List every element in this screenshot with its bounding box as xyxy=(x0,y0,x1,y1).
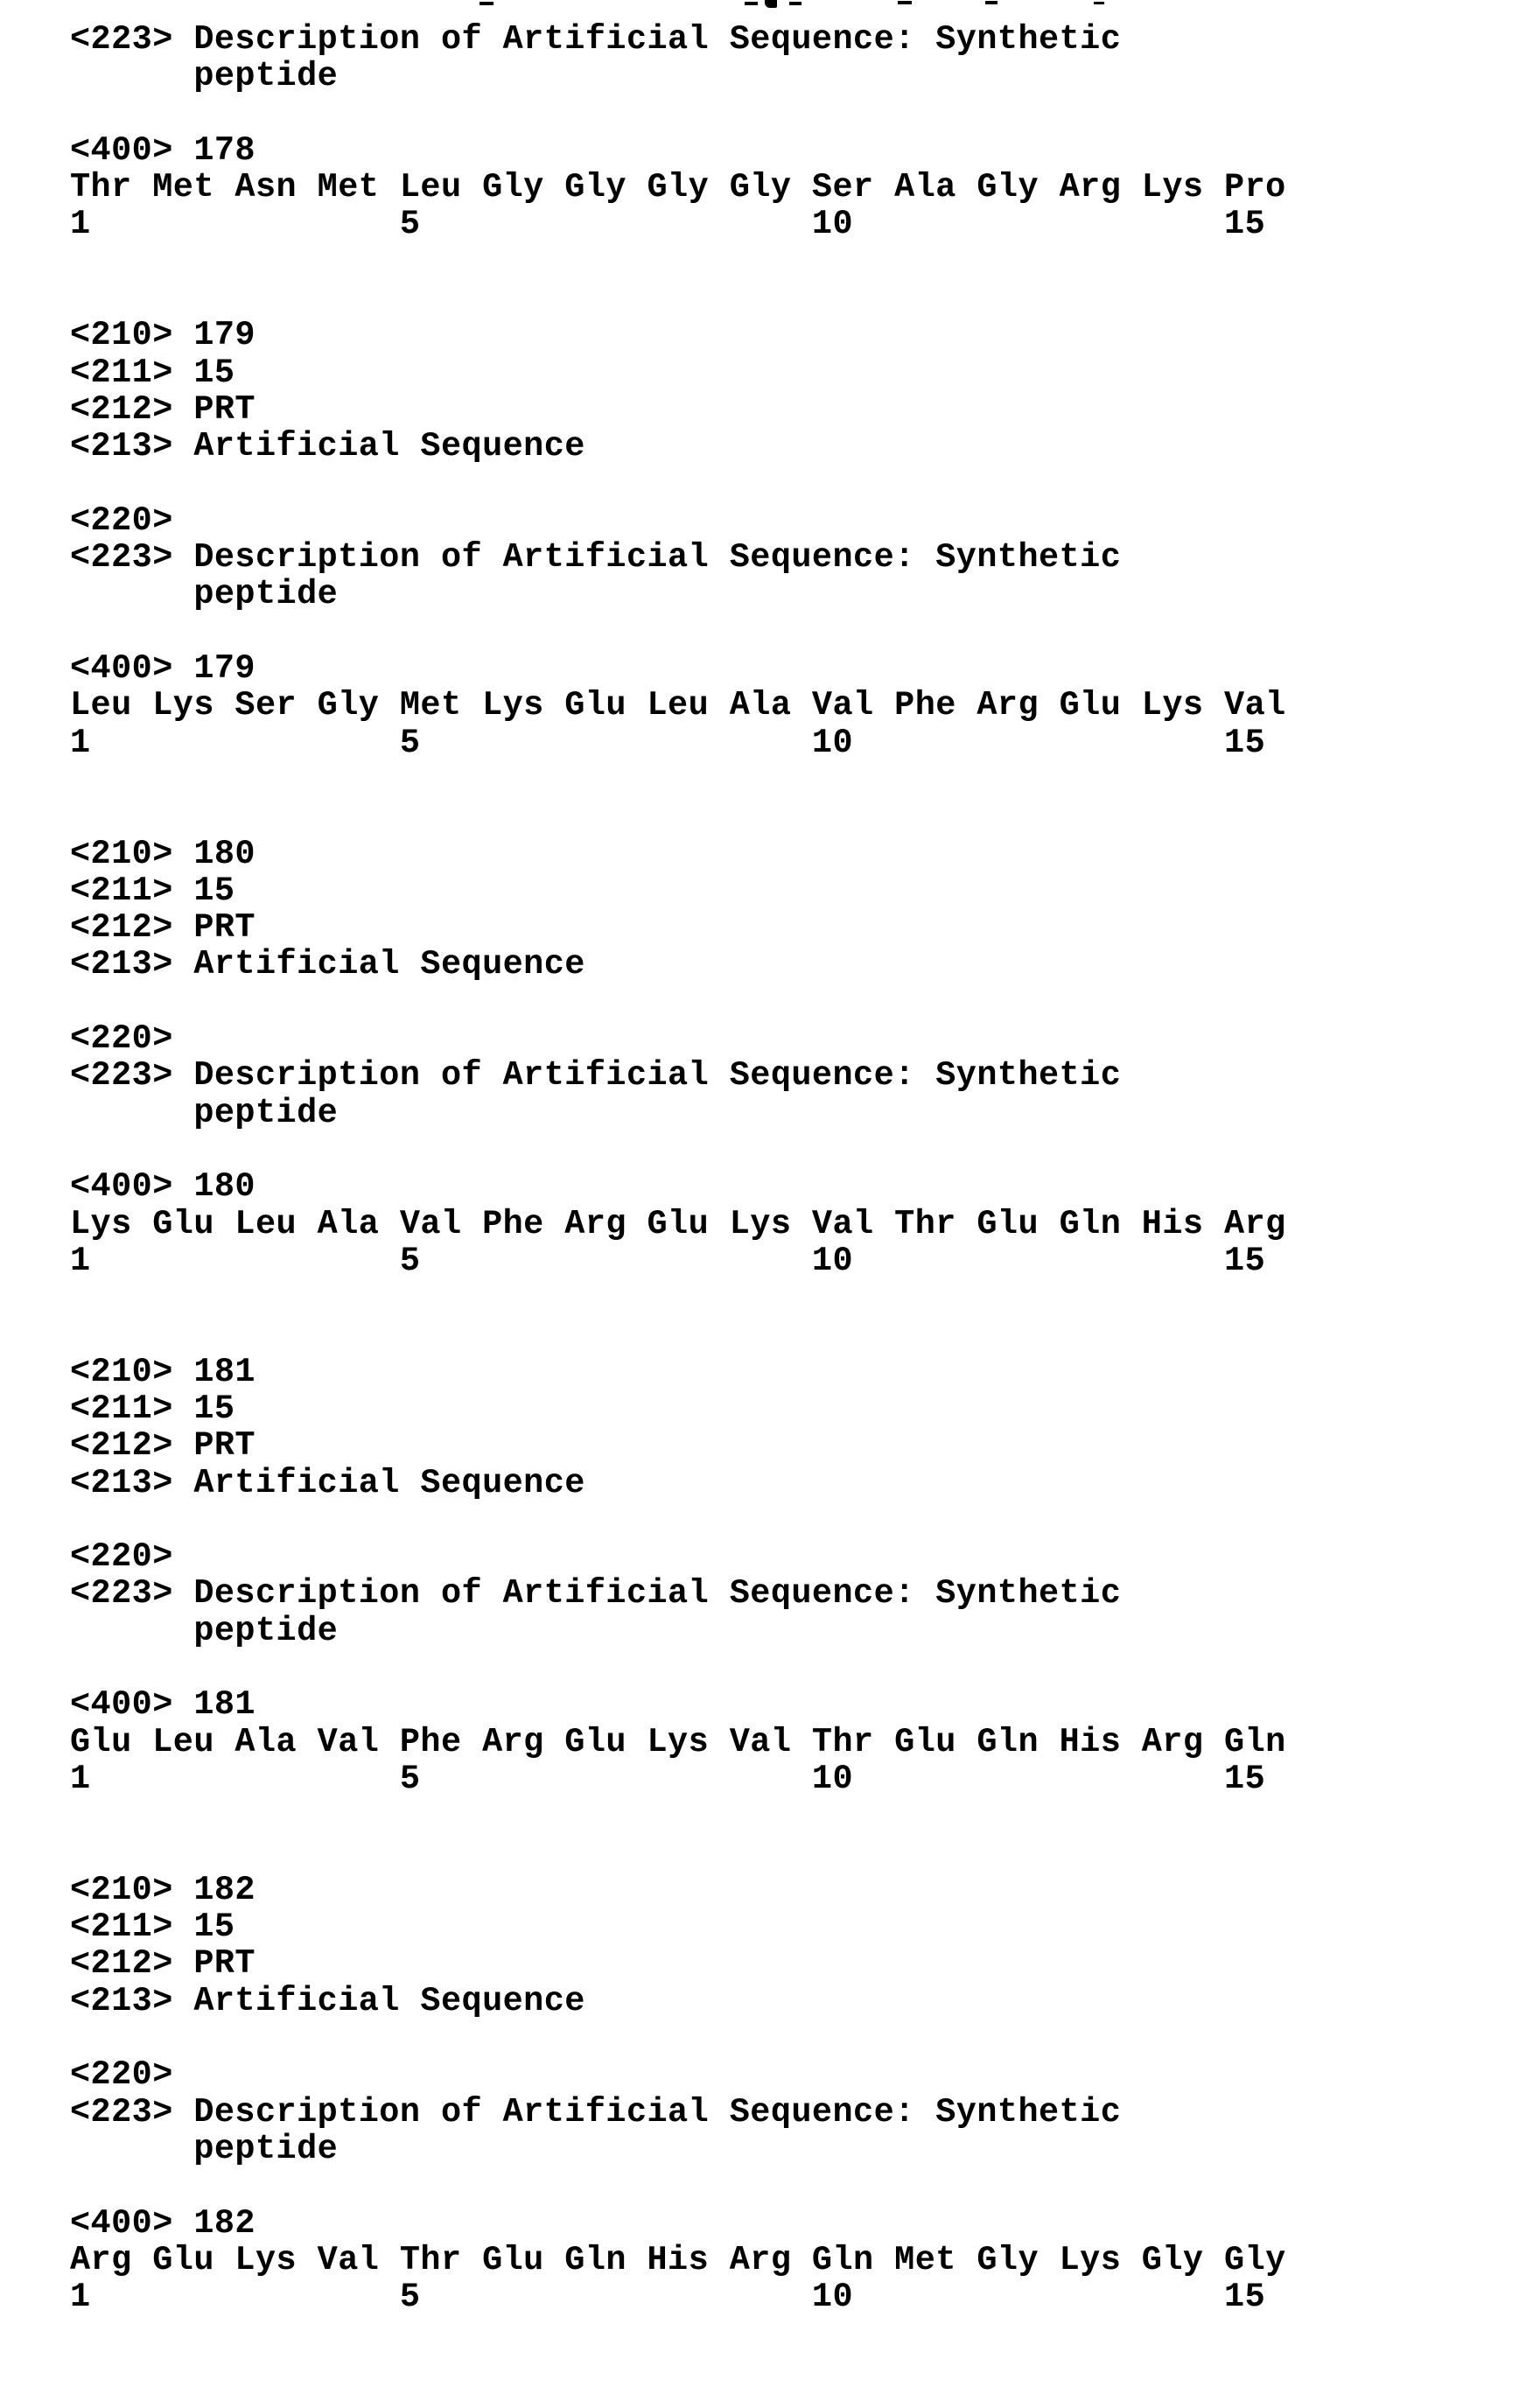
tag-213-line: <213> Artificial Sequence xyxy=(70,945,585,984)
tag-223-line: <223> Description of Artificial Sequence: Synthetic xyxy=(70,1056,1122,1096)
blank-line xyxy=(70,243,1286,280)
tag-223-line: <223> Description of Artificial Sequence: Synthetic xyxy=(70,20,1122,59)
tag-223-continuation-line: peptide xyxy=(70,2129,339,2168)
tag-210-line: <210> 181 xyxy=(70,1352,256,1391)
residue-numbering-line: 1 5 10 15 xyxy=(70,1759,1266,1798)
tag-223-line: <223> Description of Artificial Sequence: Synthetic xyxy=(70,2092,1122,2132)
residue-numbering-line: 1 5 10 15 xyxy=(70,1241,1266,1280)
blank-line xyxy=(70,798,1286,835)
blank-line xyxy=(70,466,1286,502)
cut-off-glyph-fragment xyxy=(480,2,494,5)
tag-400-line: <400> 182 xyxy=(70,2203,256,2243)
tag-400-line: <400> 178 xyxy=(70,130,256,170)
cut-off-glyph-fragment xyxy=(1094,2,1104,4)
tag-400-line: <400> 180 xyxy=(70,1167,256,1207)
sequence-line: Leu Lys Ser Gly Met Lys Glu Leu Ala Val Phe Arg Glu Lys Val xyxy=(70,686,1286,725)
residue-numbering-line: 1 5 10 15 xyxy=(70,723,1266,762)
tag-212-line: <212> PRT xyxy=(70,389,256,429)
tag-400-line: <400> 179 xyxy=(70,649,256,689)
blank-line xyxy=(70,984,1286,1020)
tag-223-continuation-line: peptide xyxy=(70,575,339,614)
tag-210-line: <210> 179 xyxy=(70,316,256,355)
sequence-listing-text-column xyxy=(70,21,1286,2315)
sequence-line: Lys Glu Leu Ala Val Phe Arg Glu Lys Val Thr Glu Gln His Arg xyxy=(70,1204,1286,1243)
tag-223-continuation-line: peptide xyxy=(70,1611,339,1650)
sequence-line: Arg Glu Lys Val Thr Glu Gln His Arg Gln Met Gly Lys Gly Gly xyxy=(70,2240,1286,2279)
tag-210-line: <210> 182 xyxy=(70,1870,256,1909)
cut-off-glyph-fragment xyxy=(898,1,912,4)
blank-line xyxy=(70,1649,1286,1686)
tag-213-line: <213> Artificial Sequence xyxy=(70,1981,585,2020)
cut-off-glyph-fragment xyxy=(745,2,758,5)
tag-213-line: <213> Artificial Sequence xyxy=(70,1463,585,1502)
tag-210-line: <210> 180 xyxy=(70,834,256,873)
blank-line xyxy=(70,1797,1286,1834)
cut-off-glyph-fragment xyxy=(985,1,998,4)
tag-223-continuation-line: peptide xyxy=(70,57,339,96)
tag-211-line: <211> 15 xyxy=(70,871,235,910)
blank-line xyxy=(70,280,1286,317)
tag-220-line: <220> xyxy=(70,500,173,540)
cut-off-glyph-fragment xyxy=(789,2,802,5)
tag-220-line: <220> xyxy=(70,2055,173,2095)
residue-numbering-line: 1 5 10 15 xyxy=(70,2278,1266,2317)
tag-400-line: <400> 181 xyxy=(70,1685,256,1725)
blank-line xyxy=(70,2020,1286,2056)
cut-off-glyph-fragment xyxy=(765,0,777,8)
sequence-line: Thr Met Asn Met Leu Gly Gly Gly Gly Ser Ala Gly Arg Lys Pro xyxy=(70,168,1286,207)
tag-211-line: <211> 15 xyxy=(70,353,235,392)
blank-line xyxy=(70,613,1286,650)
tag-213-line: <213> Artificial Sequence xyxy=(70,427,585,466)
blank-line xyxy=(70,2167,1286,2204)
tag-223-continuation-line: peptide xyxy=(70,1093,339,1132)
tag-212-line: <212> PRT xyxy=(70,908,256,948)
tag-212-line: <212> PRT xyxy=(70,1426,256,1466)
tag-211-line: <211> 15 xyxy=(70,1389,235,1428)
tag-223-line: <223> Description of Artificial Sequence: Synthetic xyxy=(70,538,1122,578)
blank-line xyxy=(70,1131,1286,1168)
tag-220-line: <220> xyxy=(70,1019,173,1059)
residue-numbering-line: 1 5 10 15 xyxy=(70,205,1266,244)
blank-line xyxy=(70,761,1286,798)
tag-223-line: <223> Description of Artificial Sequence: Synthetic xyxy=(70,1574,1122,1614)
blank-line xyxy=(70,1316,1286,1353)
blank-line xyxy=(70,1502,1286,1538)
tag-211-line: <211> 15 xyxy=(70,1908,235,1947)
sequence-line: Glu Leu Ala Val Phe Arg Glu Lys Val Thr Glu Gln His Arg Gln xyxy=(70,1722,1286,1761)
tag-212-line: <212> PRT xyxy=(70,1944,256,1984)
blank-line xyxy=(70,1279,1286,1316)
blank-line xyxy=(70,95,1286,132)
tag-220-line: <220> xyxy=(70,1537,173,1577)
blank-line xyxy=(70,1835,1286,1872)
